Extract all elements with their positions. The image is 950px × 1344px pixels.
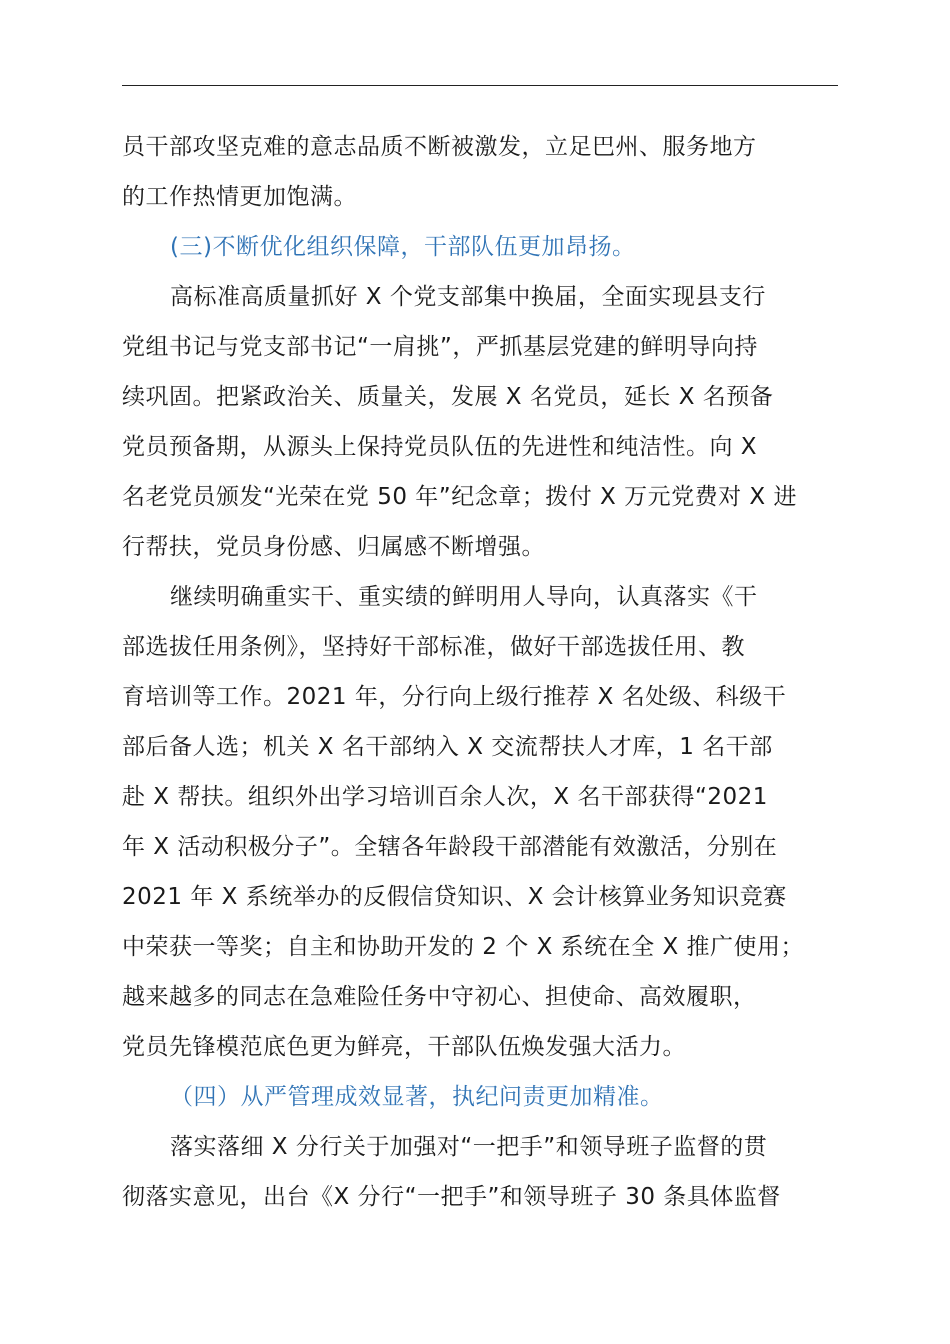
text-line: 越来越多的同志在急难险任务中守初心、担使命、高效履职， xyxy=(122,984,757,1010)
text-line: 中荣获一等奖；自主和协助开发的 2 个 X 系统在全 X 推广使用； xyxy=(122,934,805,960)
text-line: 继续明确重实干、重实绩的鲜明用人导向，认真落实《干 xyxy=(170,584,758,610)
text-line: 育培训等工作。2021 年，分行向上级行推荐 X 名处级、科级干 xyxy=(122,684,787,710)
text-line: 的工作热情更加饱满。 xyxy=(122,184,357,210)
text-line: 部后备人选；机关 X 名干部纳入 X 交流帮扶人才库，1 名干部 xyxy=(122,734,773,760)
text-line: 续巩固。把紧政治关、质量关，发展 X 名党员，延长 X 名预备 xyxy=(122,384,774,410)
section-heading-3: (三)不断优化组织保障，干部队伍更加昂扬。 xyxy=(170,234,636,260)
text-line: 党组书记与党支部书记“一肩挑”，严抓基层党建的鲜明导向持 xyxy=(122,334,758,360)
header-rule xyxy=(122,85,838,86)
text-line: 名老党员颁发“光荣在党 50 年”纪念章；拨付 X 万元党费对 X 进 xyxy=(122,484,797,510)
body-text xyxy=(122,122,838,1222)
text-line: 彻落实意见，出台《X 分行“一把手”和领导班子 30 条具体监督 xyxy=(122,1184,781,1210)
text-line: 党员预备期，从源头上保持党员队伍的先进性和纯洁性。向 X xyxy=(122,434,758,460)
text-line: 高标准高质量抓好 X 个党支部集中换届，全面实现县支行 xyxy=(170,284,766,310)
text-line: 年 X 活动积极分子”。全辖各年龄段干部潜能有效激活，分别在 xyxy=(122,834,778,860)
text-line: 部选拔任用条例》，坚持好干部标准，做好干部选拔任用、教 xyxy=(122,634,745,660)
text-line: 员干部攻坚克难的意志品质不断被激发，立足巴州、服务地方 xyxy=(122,134,757,160)
text-line: 2021 年 X 系统举办的反假信贷知识、X 会计核算业务知识竞赛 xyxy=(122,884,787,910)
text-line: 行帮扶，党员身份感、归属感不断增强。 xyxy=(122,534,545,560)
text-line: 党员先锋模范底色更为鲜亮，干部队伍焕发强大活力。 xyxy=(122,1034,686,1060)
section-heading-4: （四）从严管理成效显著，执纪问责更加精准。 xyxy=(170,1084,664,1110)
text-line: 赴 X 帮扶。组织外出学习培训百余人次，X 名干部获得“2021 xyxy=(122,784,768,810)
text-line: 落实落细 X 分行关于加强对“一把手”和领导班子监督的贯 xyxy=(170,1134,768,1160)
